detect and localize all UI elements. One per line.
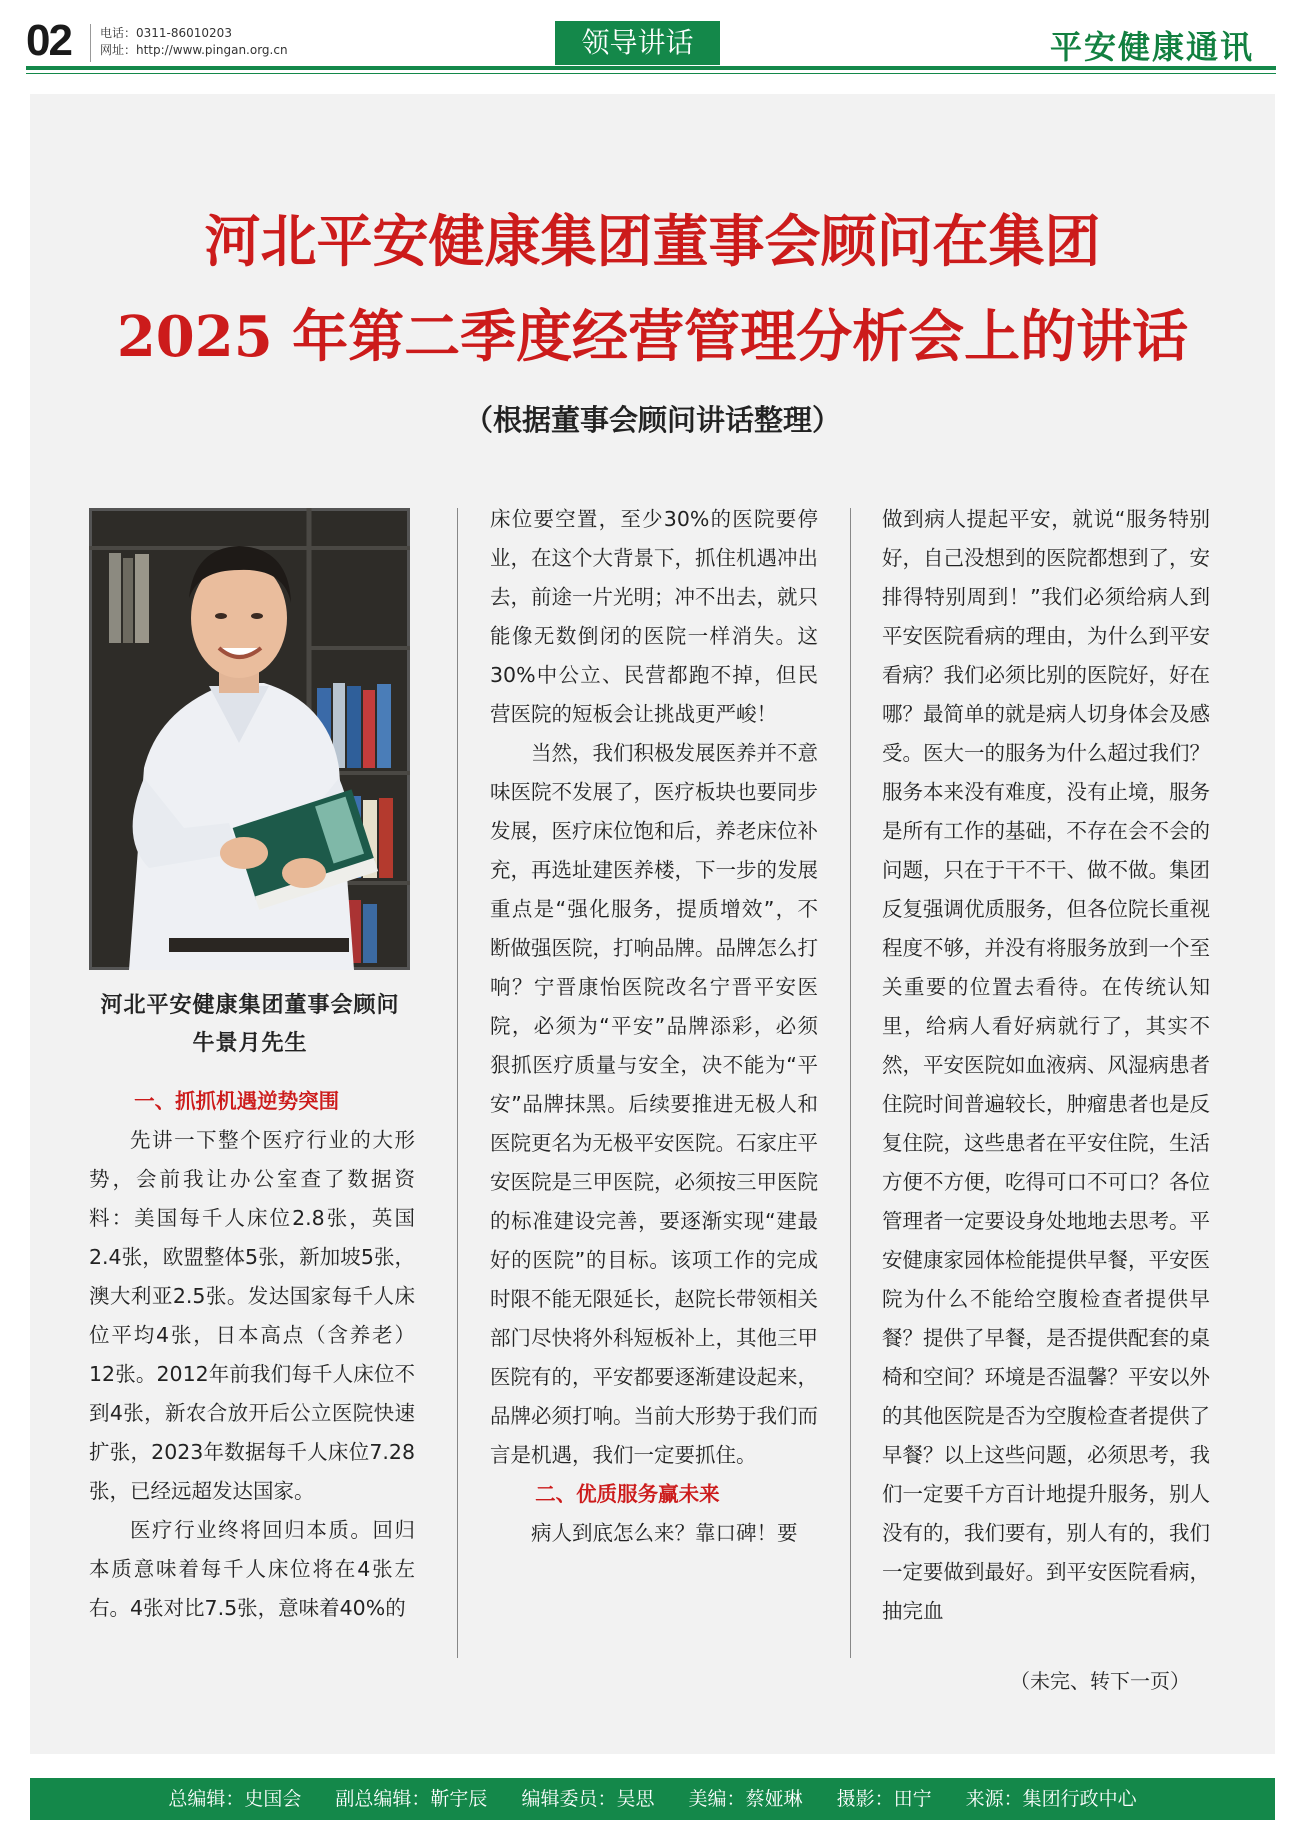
page-number: 02 bbox=[26, 16, 71, 65]
section-heading-1: 一、抓抓机遇逆势突围 bbox=[134, 1089, 340, 1113]
header-rule bbox=[26, 66, 1276, 70]
credits-footer bbox=[30, 1778, 1275, 1820]
credit-committee: 编辑委员：吴思 bbox=[521, 1788, 655, 1810]
section-heading-2: 二、优质服务赢未来 bbox=[535, 1482, 720, 1506]
article-column-2 bbox=[490, 500, 818, 1553]
article-column-3 bbox=[882, 500, 1210, 1631]
portrait-photo bbox=[89, 508, 410, 970]
photo-caption bbox=[60, 986, 440, 1062]
credit-art-editor: 美编：蔡娅琳 bbox=[688, 1788, 803, 1810]
paragraph: 做到病人提起平安，就说“服务特别好，自己没想到的医院都想到了，安排得特别周到！”我们必须给病人到平安医院看病的理由，为什么到平安看病？我们必须比别的医院好，好在哪？最简单的就是病人切身体会及感受。医大一的服务为什么超过我们？服务本来没有难度，没有止境，服务是所有工作的基础，不存在会不会的问题，只在于干不干、做不做。集团反复强调优质服务，但各位院长重视程度不够，并没有将服务放到一个至关重要的位置去看待。在传统认知里，给病人看好病就行了，其实不然，平安医院如血液病、风湿病患者住院时间普遍较长，肿瘤患者也是反复住院，这些患者在平安住院，生活方便不方便，吃得可口不可口？各位管理者一定要设身处地地去思考。平安健康家园体检能提供早餐，平安医院为什么不能给空腹检查者提供早餐？提供了早餐，是否提供配套的桌椅和空间？环境是否温馨？平安以外的其他医院是否为空腹检查者提供了早餐？以上这些问题，必须思考，我们一定要千方百计地提升服务，别人没有的，我们要有，别人有的，我们一定要做到最好。到平安医院看病，抽完血 bbox=[882, 507, 1210, 1623]
header-contact bbox=[100, 25, 288, 59]
paragraph: 病人到底怎么来？靠口碑！要 bbox=[531, 1521, 798, 1545]
column-divider bbox=[457, 508, 458, 1658]
header-separator bbox=[90, 24, 91, 62]
continued-note: （未完、转下一页） bbox=[1010, 1669, 1190, 1693]
paragraph: 床位要空置，至少30%的医院要停业，在这个大背景下，抓住机遇冲出去，前途一片光明；冲不出去，就只能像无数倒闭的医院一样消失。这30%中公立、民营都跑不掉，但民营医院的短板会让挑战更严峻！ bbox=[490, 507, 818, 726]
article-column-1 bbox=[89, 1082, 415, 1628]
photo-caption-title: 河北平安健康集团董事会顾问 bbox=[100, 992, 400, 1018]
header-rule-thin bbox=[26, 73, 1276, 74]
credit-source: 来源：集团行政中心 bbox=[965, 1788, 1137, 1810]
brand-logo: 平安健康通讯 bbox=[1050, 28, 1255, 66]
header-phone: 电话：0311-86010203 bbox=[100, 26, 232, 40]
photo-caption-name: 牛景月先生 bbox=[192, 1030, 308, 1056]
article-title-line1: 河北平安健康集团董事会顾问在集团 bbox=[204, 209, 1101, 275]
section-tab: 领导讲话 bbox=[555, 21, 720, 65]
header-website[interactable]: 网址：http://www.pingan.org.cn bbox=[100, 43, 288, 57]
article-subtitle: （根据董事会顾问讲话整理） bbox=[463, 403, 841, 437]
credit-photographer: 摄影：田宁 bbox=[836, 1788, 932, 1810]
paragraph: 先讲一下整个医疗行业的大形势，会前我让办公室查了数据资料：美国每千人床位2.8张，英国2.4张，欧盟整体5张，新加坡5张，澳大利亚2.5张。发达国家每千人床位平均4张，日本高点（含养老）12张。2012年前我们每千人床位不到4张，新农合放开后公立医院快速扩张，2023年数据每千人床位7.28张，已经远超发达国家。 bbox=[89, 1128, 415, 1503]
credit-chief-editor: 总编辑：史国会 bbox=[168, 1788, 302, 1810]
paragraph: 当然，我们积极发展医养并不意味医院不发展了，医疗板块也要同步发展，医疗床位饱和后，养老床位补充，再选址建医养楼，下一步的发展重点是“强化服务，提质增效”，不断做强医院，打响品牌。品牌怎么打响？宁晋康怡医院改名宁晋平安医院，必须为“平安”品牌添彩，必须狠抓医疗质量与安全，决不能为“平安”品牌抹黑。后续要推进无极人和医院更名为无极平安医院。石家庄平安医院是三甲医院，必须按三甲医院的标准建设完善，要逐渐实现“建最好的医院”的目标。该项工作的完成时限不能无限延长，赵院长带领相关部门尽快将外科短板补上，其他三甲医院有的，平安都要逐渐建设起来，品牌必须打响。当前大形势于我们而言是机遇，我们一定要抓住。 bbox=[490, 741, 818, 1467]
credit-deputy-editor: 副总编辑：靳宇辰 bbox=[335, 1788, 488, 1810]
column-divider bbox=[850, 508, 851, 1658]
paragraph: 医疗行业终将回归本质。回归本质意味着每千人床位将在4张左右。4张对比7.5张，意味着40%的 bbox=[89, 1518, 415, 1620]
article-title-line2: 2025 年第二季度经营管理分析会上的讲话 bbox=[116, 304, 1189, 370]
